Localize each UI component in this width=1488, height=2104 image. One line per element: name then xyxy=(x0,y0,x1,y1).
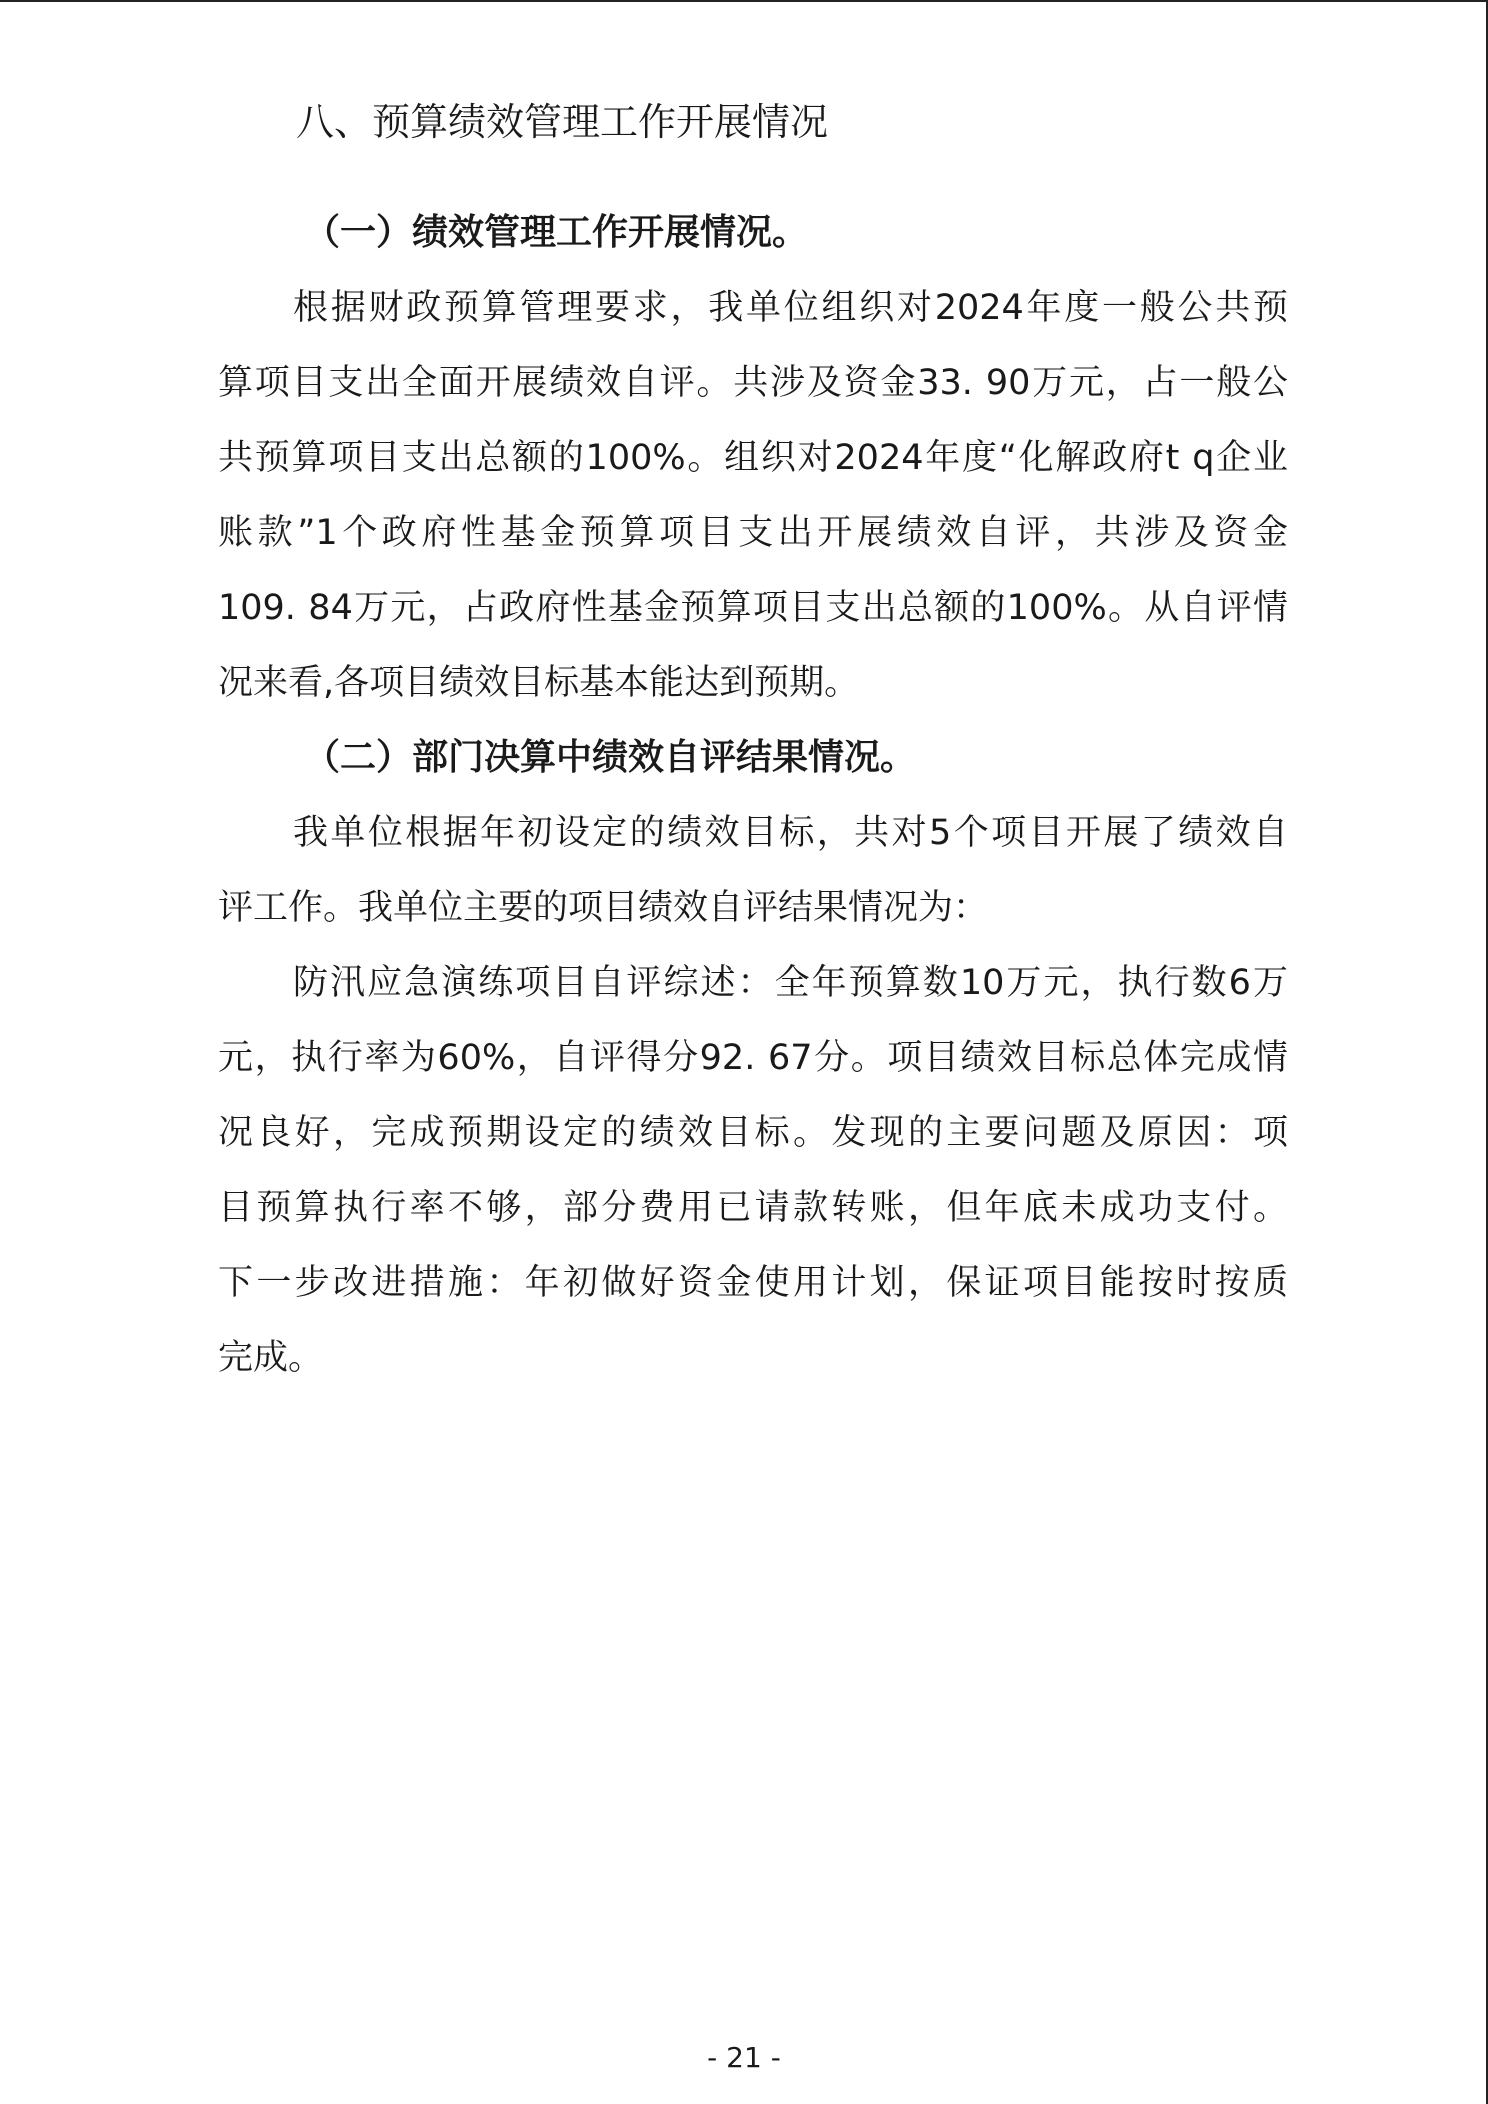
paragraph-line: 况来看,各项目绩效目标基本能达到预期。 xyxy=(218,663,860,703)
subsection-1-title: （一）绩效管理工作开展情况。 xyxy=(304,212,809,253)
paragraph-line: 目预算执行率不够，部分费用已请款转账，但年底未成功支付。 xyxy=(218,1188,1288,1228)
paragraph-line: 下一步改进措施：年初做好资金使用计划，保证项目能按时按质 xyxy=(218,1263,1288,1303)
paragraph-line: 评工作。我单位主要的项目绩效自评结果情况为： xyxy=(218,888,989,928)
paragraph-line: 账款”1个政府性基金预算项目支出开展绩效自评，共涉及资金 xyxy=(218,513,1288,553)
paragraph-line: 根据财政预算管理要求，我单位组织对2024年度一般公共预 xyxy=(293,288,1288,328)
paragraph-line: 元，执行率为60%，自评得分92. 67分。项目绩效目标总体完成情 xyxy=(218,1038,1288,1078)
paragraph-line: 完成。 xyxy=(218,1338,324,1378)
paragraph-line: 109. 84万元，占政府性基金预算项目支出总额的100%。从自评情 xyxy=(218,588,1288,628)
paragraph-line: 算项目支出全面开展绩效自评。共涉及资金33. 90万元，占一般公 xyxy=(218,363,1288,403)
paragraph-line: 我单位根据年初设定的绩效目标，共对5个项目开展了绩效自 xyxy=(293,813,1288,853)
page-number: - 21 - xyxy=(707,2041,781,2074)
section-title: 八、预算绩效管理工作开展情况 xyxy=(296,100,829,144)
paragraph-line: 况良好，完成预期设定的绩效目标。发现的主要问题及原因：项 xyxy=(218,1113,1288,1153)
paragraph-line: 防汛应急演练项目自评综述：全年预算数10万元，执行数6万 xyxy=(293,963,1288,1003)
subsection-2-title: （二）部门决算中绩效自评结果情况。 xyxy=(304,737,917,778)
paragraph-line: 共预算项目支出总额的100%。组织对2024年度“化解政府t q企业 xyxy=(218,438,1288,478)
